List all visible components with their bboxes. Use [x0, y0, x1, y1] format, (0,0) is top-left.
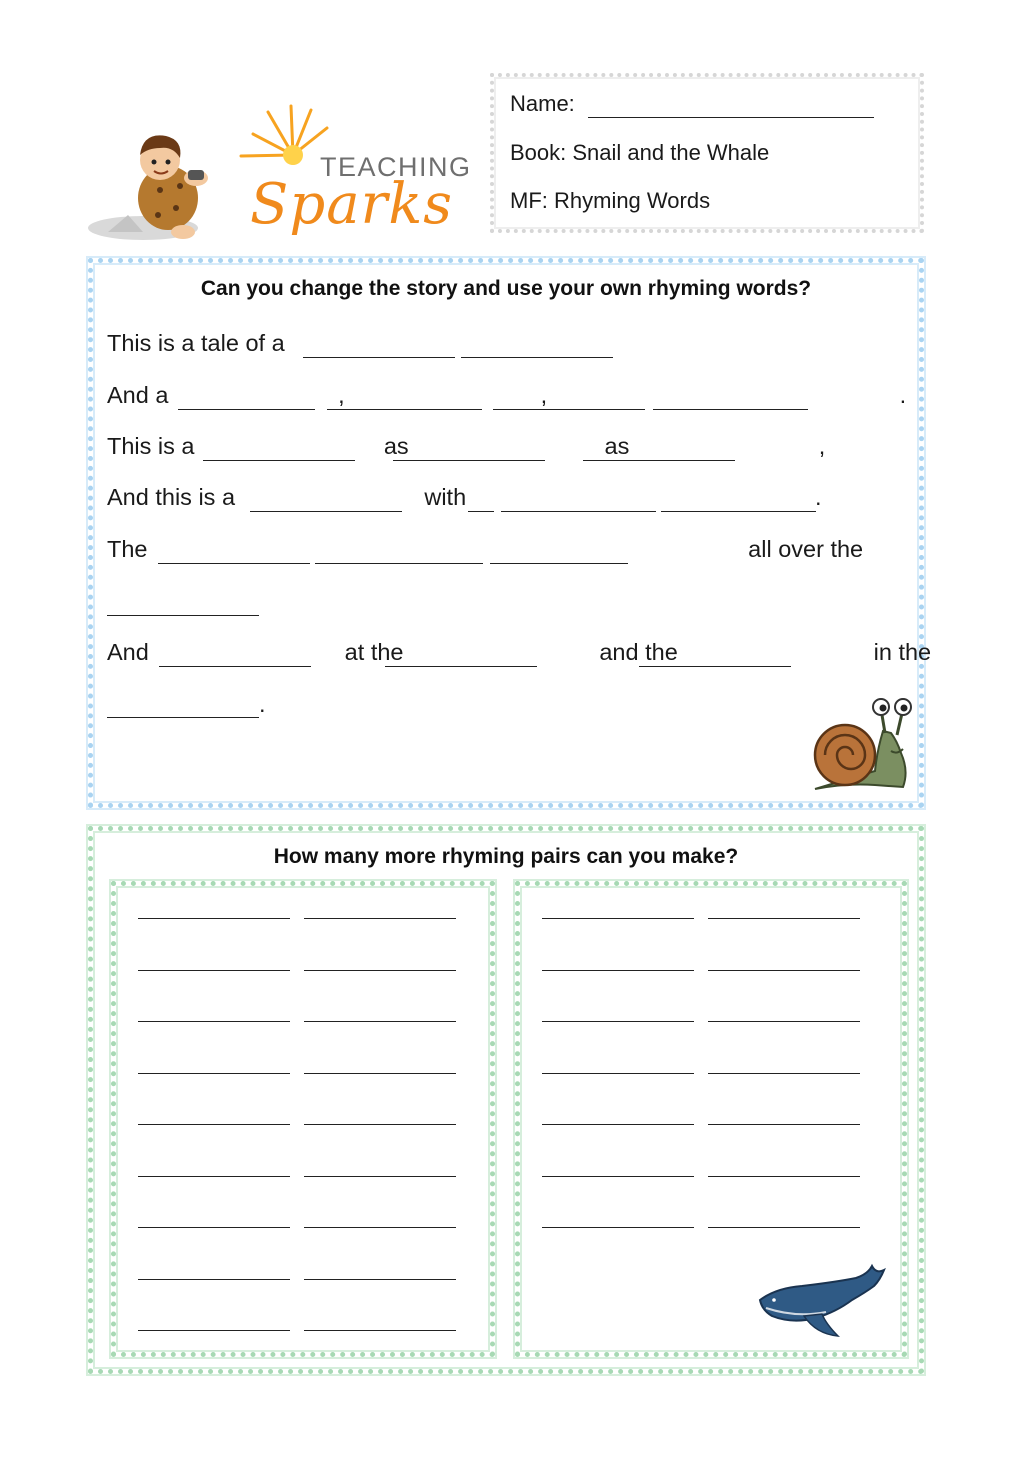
pairs-right-box	[515, 881, 907, 1357]
info-box	[490, 73, 924, 233]
pairs-left-row-2-word-2[interactable]	[304, 970, 456, 971]
story-line-2: And a , , .	[107, 382, 907, 408]
story-line-3: This is a as as ,	[107, 433, 826, 459]
pairs-right-row-5-word-2[interactable]	[708, 1124, 860, 1125]
blank-2d[interactable]	[653, 409, 808, 410]
pairs-right-row-2-word-2[interactable]	[708, 970, 860, 971]
pairs-left-row-5-word-1[interactable]	[138, 1124, 290, 1125]
pairs-right-row-7-word-1[interactable]	[542, 1227, 694, 1228]
whale-icon	[756, 1260, 896, 1340]
pairs-left-row-9-word-1[interactable]	[138, 1330, 290, 1331]
blank-4d[interactable]	[661, 511, 816, 512]
blank-5c[interactable]	[490, 563, 628, 564]
story-line-7: .	[259, 691, 266, 717]
blank-4c[interactable]	[501, 511, 656, 512]
pairs-left-row-1-word-1[interactable]	[138, 918, 290, 919]
blank-1a[interactable]	[303, 357, 455, 358]
mf-label: MF: Rhyming Words	[510, 188, 711, 213]
pairs-left-row-4-word-2[interactable]	[304, 1073, 456, 1074]
pairs-left-row-3-word-2[interactable]	[304, 1021, 456, 1022]
blank-3b[interactable]	[393, 460, 545, 461]
pairs-left-row-9-word-2[interactable]	[304, 1330, 456, 1331]
blank-3a[interactable]	[203, 460, 355, 461]
story-line-1: This is a tale of a	[107, 330, 285, 356]
blank-8a[interactable]	[107, 717, 259, 718]
logo	[88, 100, 478, 250]
story-heading: Can you change the story and use your own rhyming words?	[200, 277, 812, 300]
story-line-4: And this is a with	[107, 484, 467, 510]
blank-2a[interactable]	[178, 409, 315, 410]
pairs-right-row-3-word-2[interactable]	[708, 1021, 860, 1022]
logo-sparks-text: Sparks	[250, 172, 454, 237]
pairs-left-row-8-word-1[interactable]	[138, 1279, 290, 1280]
pairs-left-row-7-word-1[interactable]	[138, 1227, 290, 1228]
pairs-right-row-5-word-1[interactable]	[542, 1124, 694, 1125]
pairs-left-row-8-word-2[interactable]	[304, 1279, 456, 1280]
logo-teaching-text: TEACHING	[320, 152, 472, 182]
blank-6a[interactable]	[107, 615, 259, 616]
story-line-6: And at the and the in the	[107, 639, 932, 665]
pairs-right-row-2-word-1[interactable]	[542, 970, 694, 971]
name-label: Name:	[510, 91, 575, 116]
pairs-left-box	[111, 881, 495, 1357]
blank-4a[interactable]	[250, 511, 402, 512]
pairs-left-row-4-word-1[interactable]	[138, 1073, 290, 1074]
pairs-right-row-1-word-1[interactable]	[542, 918, 694, 919]
pairs-right-row-1-word-2[interactable]	[708, 918, 860, 919]
blank-2c[interactable]	[493, 409, 645, 410]
blank-1b[interactable]	[461, 357, 613, 358]
story-line-5: The all over the	[107, 536, 864, 562]
pairs-right-row-4-word-1[interactable]	[542, 1073, 694, 1074]
pairs-section	[88, 826, 924, 1374]
pairs-left-row-6-word-2[interactable]	[304, 1176, 456, 1177]
story-section	[88, 258, 932, 808]
pairs-right-row-7-word-2[interactable]	[708, 1227, 860, 1228]
blank-7c[interactable]	[639, 666, 791, 667]
blank-4b[interactable]	[468, 511, 494, 512]
book-title: Book: Snail and the Whale	[510, 140, 770, 165]
blank-7a[interactable]	[159, 666, 311, 667]
blank-3c[interactable]	[583, 460, 735, 461]
pairs-left-row-5-word-2[interactable]	[304, 1124, 456, 1125]
name-field-line[interactable]	[588, 117, 874, 118]
pairs-left-row-3-word-1[interactable]	[138, 1021, 290, 1022]
sun-rays-icon	[233, 100, 333, 180]
pairs-right-row-6-word-1[interactable]	[542, 1176, 694, 1177]
pairs-left-row-7-word-2[interactable]	[304, 1227, 456, 1228]
blank-5a[interactable]	[158, 563, 310, 564]
pairs-left-row-2-word-1[interactable]	[138, 970, 290, 971]
pairs-left-row-1-word-2[interactable]	[304, 918, 456, 919]
pairs-left-row-6-word-1[interactable]	[138, 1176, 290, 1177]
caveman-mascot-icon	[88, 120, 238, 250]
pairs-right-row-4-word-2[interactable]	[708, 1073, 860, 1074]
pairs-right-row-3-word-1[interactable]	[542, 1021, 694, 1022]
snail-icon	[805, 691, 915, 801]
pairs-right-row-6-word-2[interactable]	[708, 1176, 860, 1177]
story-line-4-period: .	[815, 484, 822, 510]
pairs-heading: How many more rhyming pairs can you make?	[273, 845, 739, 868]
blank-7b[interactable]	[385, 666, 537, 667]
blank-5b[interactable]	[315, 563, 483, 564]
blank-2b[interactable]	[327, 409, 482, 410]
